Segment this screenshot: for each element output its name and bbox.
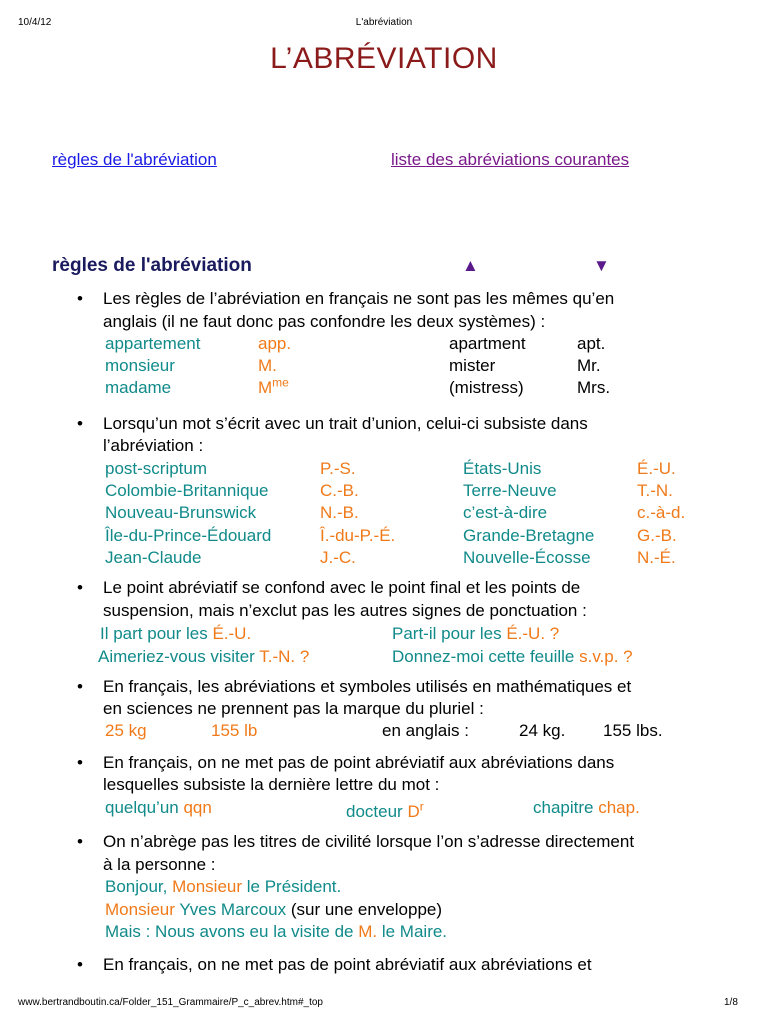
compound-word: Nouvelle-Écosse — [463, 548, 591, 567]
en-word: mister — [449, 356, 496, 375]
compound-abbr: N.-B. — [320, 503, 359, 522]
compound-word: Grande-Bretagne — [463, 526, 595, 545]
compound-abbr: P.-S. — [320, 459, 356, 478]
fr-word: monsieur — [105, 356, 175, 375]
bullet3-line2: suspension, mais n’exclut pas les autres signes de ponctuation : — [103, 601, 587, 620]
last-letter-example: docteur $D^r$ — [346, 799, 424, 821]
compound-word: États-Unis — [463, 459, 542, 478]
compound-abbr: J.-C. — [320, 548, 356, 567]
compound-word: post-scriptum — [105, 459, 208, 478]
bullet-icon: • — [77, 578, 83, 597]
en-abbr: Mrs. — [577, 378, 611, 397]
fr-abbr: app. — [258, 334, 292, 353]
fr-abbr: M. — [258, 356, 277, 375]
page-number: 1/8 — [724, 997, 738, 1008]
bullet-icon: • — [77, 955, 83, 974]
print-doc-title: L'abréviation — [355, 17, 413, 28]
bullet2-line1: Lorsqu’un mot s’écrit avec un trait d’union, celui-ci subsiste dans — [103, 414, 588, 433]
bullet4-line2: en sciences ne prennent pas la marque du pluriel : — [103, 699, 484, 718]
civility-example: Monsieur Yves Marcoux (sur une enveloppe) — [105, 900, 443, 919]
punct-example: Part-il pour les É.-U. ? — [392, 624, 560, 643]
bullet4-line1: En français, les abréviations et symboles utilisés en mathématiques et — [103, 677, 632, 696]
en-abbr: Mr. — [577, 356, 601, 375]
compound-word: c’est-à-dire — [463, 503, 548, 522]
compound-abbr: N.-É. — [637, 548, 676, 567]
fr-word: appartement — [105, 334, 201, 353]
page-title: L’ABRÉVIATION — [270, 42, 498, 75]
bullet-icon: • — [77, 753, 83, 772]
bullet7-line1: En français, on ne met pas de point abréviatif aux abréviations et — [103, 955, 592, 974]
punct-example: Donnez-moi cette feuille s.v.p. ? — [392, 647, 633, 666]
bullet3-line1: Le point abréviatif se confond avec le point final et les points de — [103, 578, 581, 597]
fr-word: madame — [105, 378, 172, 397]
last-letter-example: chapitre chap. — [533, 798, 640, 817]
up-arrow-icon[interactable]: ▲ — [462, 256, 479, 275]
footer-url: www.bertrandboutin.ca/Folder_151_Grammaire/P_c_abrev.htm#_top — [18, 997, 323, 1008]
bullet6-line2: à la personne : — [103, 855, 216, 874]
last-letter-example: quelqu’un qqn — [105, 798, 212, 817]
compound-word: Île-du-Prince-Édouard — [105, 526, 272, 545]
bullet-icon: • — [77, 832, 83, 851]
bullet2-line2: l’abréviation : — [103, 436, 204, 455]
compound-word: Nouveau-Brunswick — [105, 503, 257, 522]
bullet1-line2: anglais (il ne faut donc pas confondre les deux systèmes) : — [103, 312, 546, 331]
bullet6-line1: On n’abrège pas les titres de civilité lorsque l’on s’adresse directement — [103, 832, 635, 851]
section-heading: règles de l'abréviation — [52, 255, 252, 276]
en-abbr: apt. — [577, 334, 606, 353]
unit-en: 24 kg. — [519, 721, 566, 740]
compound-abbr: c.-à-d. — [637, 503, 686, 522]
punct-example: Aimeriez-vous visiter T.-N. ? — [98, 647, 310, 666]
en-word: apartment — [449, 334, 526, 353]
english-label: en anglais : — [382, 721, 469, 740]
unit-en: 155 lbs. — [603, 721, 663, 740]
print-date: 10/4/12 — [18, 17, 52, 28]
compound-abbr: É.-U. — [637, 459, 676, 478]
en-word: (mistress) — [449, 378, 524, 397]
civility-example: Bonjour, Monsieur le Président. — [105, 877, 342, 896]
bullet-icon: • — [77, 414, 83, 433]
compound-abbr: Î.-du-P.-É. — [320, 526, 396, 545]
punct-example: Il part pour les É.-U. — [100, 624, 252, 643]
down-arrow-icon[interactable]: ▼ — [593, 256, 610, 275]
unit-fr: 25 kg — [105, 721, 147, 740]
bullet-icon: • — [77, 289, 83, 308]
bullet-icon: • — [77, 677, 83, 696]
compound-word: Colombie-Britannique — [105, 481, 269, 500]
compound-abbr: T.-N. — [637, 481, 673, 500]
list-link[interactable]: liste des abréviations courantes — [391, 150, 630, 169]
compound-abbr: G.-B. — [637, 526, 677, 545]
bullet5-line2: lesquelles subsiste la dernière lettre du mot : — [103, 775, 440, 794]
compound-word: Terre-Neuve — [463, 481, 557, 500]
rules-link[interactable]: règles de l'abréviation — [52, 150, 217, 169]
bullet5-line1: En français, on ne met pas de point abréviatif aux abréviations dans — [103, 753, 615, 772]
compound-abbr: C.-B. — [320, 481, 359, 500]
civility-example: Mais : Nous avons eu la visite de M. le Maire. — [105, 922, 448, 941]
unit-fr: 155 lb — [211, 721, 258, 740]
bullet1-line1: Les règles de l’abréviation en français ne sont pas les mêmes qu’en — [103, 289, 615, 308]
compound-word: Jean-Claude — [105, 548, 202, 567]
fr-abbr: $M^{me}$ — [258, 375, 289, 397]
